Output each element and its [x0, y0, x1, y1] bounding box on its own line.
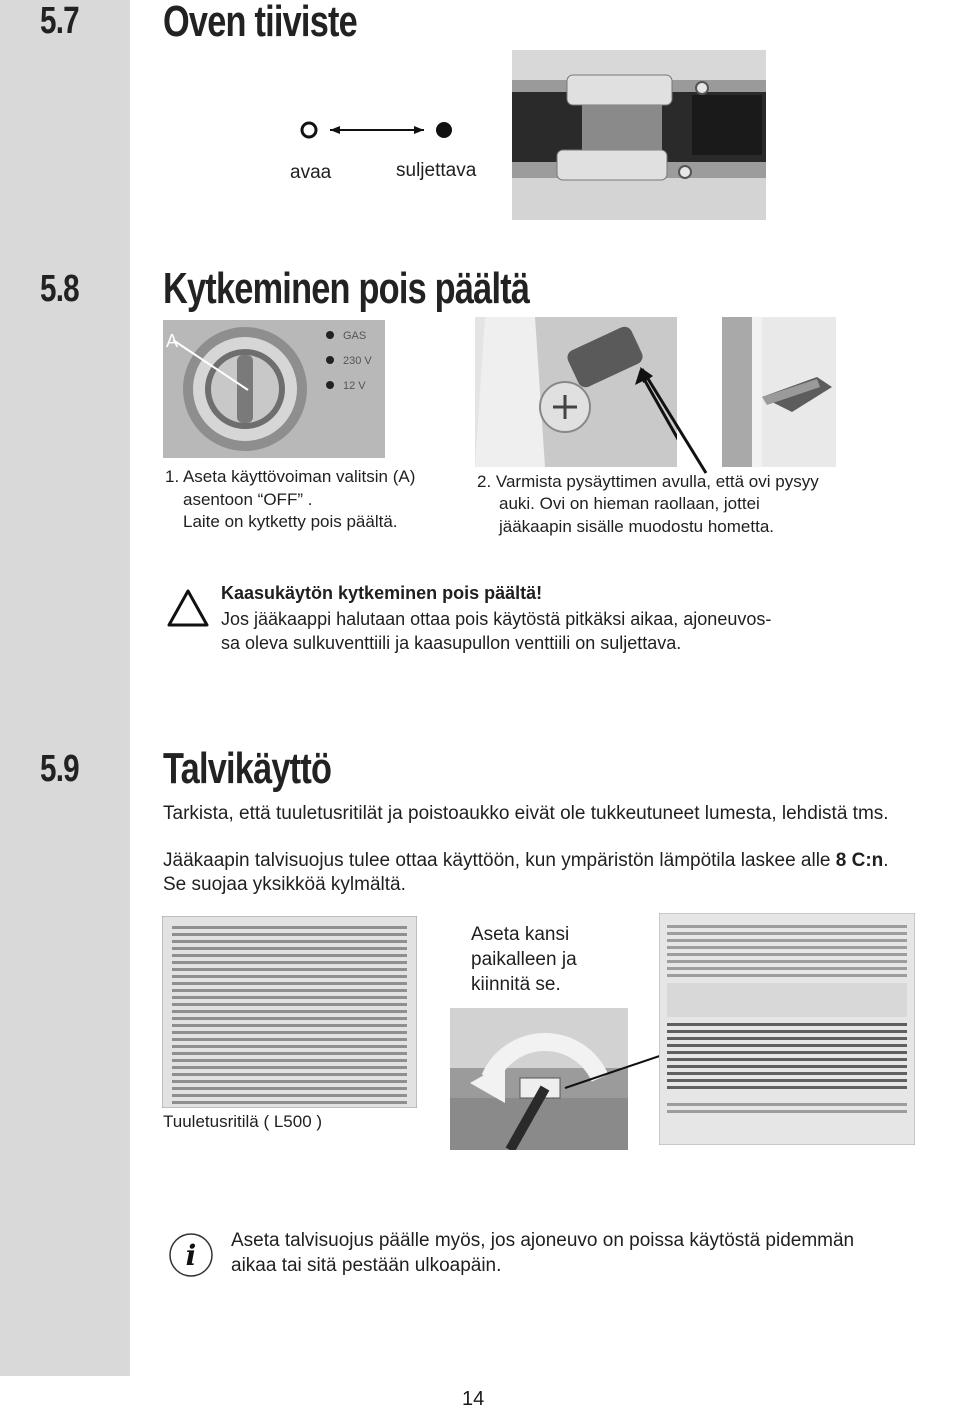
cover-caption-line1: Aseta kansi — [471, 924, 570, 945]
ventilation-grille-photo — [162, 916, 417, 1108]
step2-line3: jääkaapin sisälle muodostu hometta. — [499, 517, 774, 536]
open-circle-icon — [302, 123, 316, 137]
info-line1: Aseta talvisuojus päälle myös, jos ajoneuvo on poissa käytöstä pidemmän — [231, 1230, 855, 1251]
pointer-arrow — [640, 367, 710, 477]
section-title: Oven tiiviste — [163, 0, 357, 46]
closed-circle-icon — [436, 122, 452, 138]
step2-line1: 2. Varmista pysäyttimen avulla, että ovi pysyy — [477, 472, 819, 491]
info-line2: aikaa tai sitä pestään ulkoapäin. — [231, 1255, 502, 1276]
step1-line3: Laite on kytketty pois päältä. — [183, 512, 398, 531]
seal-close-label: suljettava — [396, 160, 477, 181]
warning-title: Kaasukäytön kytkeminen pois päältä! — [221, 583, 543, 603]
cover-caption-line3: kiinnitä se. — [471, 974, 561, 995]
energy-selector-photo — [163, 320, 385, 458]
door-seal-photo — [512, 50, 766, 220]
selector-label-a: A — [166, 331, 179, 351]
sidebar-band — [0, 0, 130, 1376]
svg-text:12 V: 12 V — [343, 380, 366, 392]
arrow-left-head — [330, 126, 340, 134]
svg-text:GAS: GAS — [343, 330, 367, 342]
info-icon — [168, 1232, 214, 1278]
warning-triangle-icon — [166, 588, 210, 628]
section-title: Kytkeminen pois päältä — [163, 264, 530, 313]
section-title: Talvikäyttö — [163, 744, 332, 793]
step1-line1: 1. Aseta käyttövoiman valitsin (A) — [165, 467, 416, 486]
section-number: 5.9 — [40, 748, 79, 790]
winter-paragraph-2: Jääkaapin talvisuojus tulee ottaa käyttöön, kun ympäristön lämpötila laskee alle 8 C:n. — [163, 850, 889, 871]
seal-open-label: avaa — [290, 162, 332, 183]
arrow-right-head — [414, 126, 424, 134]
section-number: 5.7 — [40, 0, 79, 42]
svg-text:230 V: 230 V — [343, 355, 372, 367]
winter-paragraph-1: Tarkista, että tuuletusritilät ja poistoaukko eivät ole tukkeutuneet lumesta, lehdistä tms. — [163, 803, 889, 824]
winter-paragraph-2-line2: Se suojaa yksikköä kylmältä. — [163, 874, 406, 895]
seal-diagram — [296, 118, 456, 142]
grille-with-cover-photo — [659, 913, 915, 1145]
warning-line2: sa oleva sulkuventtiili ja kaasupullon venttiili on suljettava. — [221, 633, 682, 653]
section-number: 5.8 — [40, 268, 79, 310]
warning-line1: Jos jääkaappi halutaan ottaa pois käytöstä pitkäksi aikaa, ajoneuvos- — [221, 609, 772, 629]
page-number: 14 — [462, 1388, 485, 1410]
step2-line2: auki. Ovi on hieman raollaan, jottei — [499, 494, 760, 513]
grille-caption: Tuuletusritilä ( L500 ) — [163, 1112, 323, 1131]
svg-text:i: i — [185, 1239, 197, 1272]
cover-caption-line2: paikalleen ja — [471, 949, 577, 970]
step1-line2: asentoon “OFF” . — [183, 490, 313, 509]
door-ajar-photo — [722, 317, 836, 467]
